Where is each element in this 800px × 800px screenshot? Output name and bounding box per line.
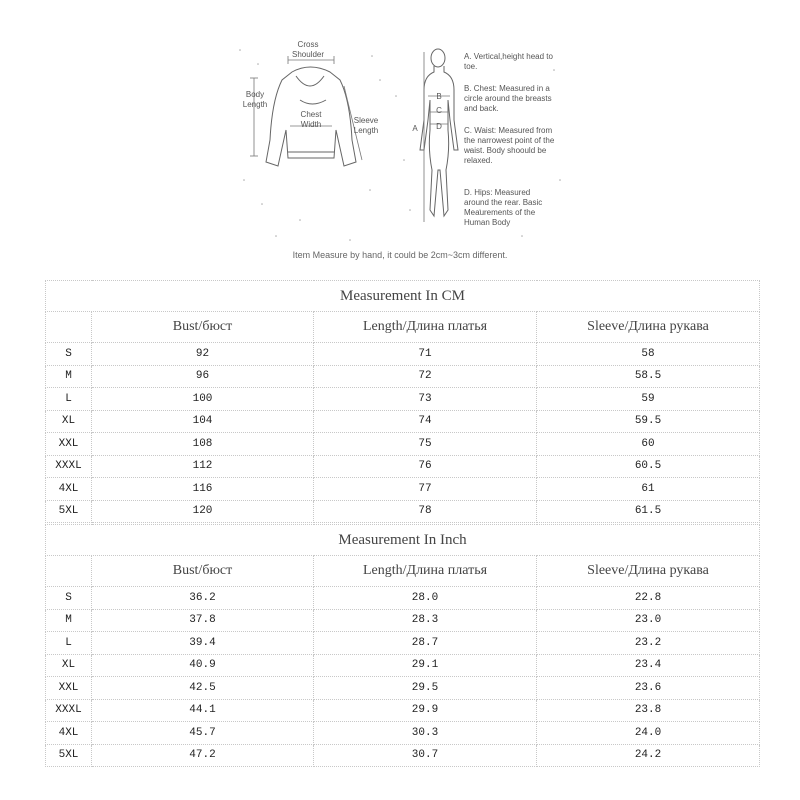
column-header: Sleeve/Длина рукава bbox=[537, 556, 760, 587]
sleeve-length-label: Sleeve Length bbox=[353, 116, 379, 135]
measurement-diagram bbox=[0, 0, 800, 270]
value-cell: 30.3 bbox=[314, 722, 537, 745]
table-title: Measurement In CM bbox=[46, 281, 760, 312]
value-cell: 40.9 bbox=[92, 654, 314, 677]
body-length-label: Body Length bbox=[242, 90, 268, 109]
table-row bbox=[46, 410, 760, 433]
value-cell: 28.0 bbox=[314, 587, 537, 610]
size-cell: 4XL bbox=[46, 722, 92, 745]
value-cell: 23.8 bbox=[537, 699, 760, 722]
value-cell: 44.1 bbox=[92, 699, 314, 722]
inch-size-table bbox=[45, 524, 760, 767]
value-cell: 108 bbox=[92, 433, 314, 456]
value-cell: 60 bbox=[537, 433, 760, 456]
size-cell: 5XL bbox=[46, 500, 92, 523]
size-cell: XL bbox=[46, 654, 92, 677]
column-header: Length/Длина платья bbox=[314, 556, 537, 587]
size-cell: L bbox=[46, 632, 92, 655]
size-cell: 5XL bbox=[46, 744, 92, 767]
value-cell: 24.0 bbox=[537, 722, 760, 745]
table-row bbox=[46, 365, 760, 388]
table-row bbox=[46, 744, 760, 767]
value-cell: 120 bbox=[92, 500, 314, 523]
body-letter-d: D bbox=[436, 122, 442, 131]
value-cell: 24.2 bbox=[537, 744, 760, 767]
table-row bbox=[46, 677, 760, 700]
value-cell: 47.2 bbox=[92, 744, 314, 767]
table-header-row bbox=[46, 556, 760, 587]
size-cell: S bbox=[46, 343, 92, 366]
value-cell: 96 bbox=[92, 365, 314, 388]
column-header: Sleeve/Длина рукава bbox=[537, 312, 760, 343]
size-cell: XXL bbox=[46, 677, 92, 700]
table-row bbox=[46, 654, 760, 677]
value-cell: 22.8 bbox=[537, 587, 760, 610]
note-c: C. Waist: Measured from the narrowest point of the waist. Body shoould be relaxed. bbox=[464, 126, 555, 165]
body-letter-c: C bbox=[436, 106, 442, 115]
note-b: B. Chest: Measured in a circle around the breasts and back. bbox=[464, 84, 552, 113]
body-measure-lines bbox=[424, 52, 450, 222]
value-cell: 60.5 bbox=[537, 455, 760, 478]
table-row bbox=[46, 500, 760, 523]
value-cell: 75 bbox=[314, 433, 537, 456]
value-cell: 29.5 bbox=[314, 677, 537, 700]
value-cell: 77 bbox=[314, 478, 537, 501]
table-row bbox=[46, 343, 760, 366]
chest-width-label: Chest Width bbox=[300, 110, 322, 129]
table-title: Measurement In Inch bbox=[46, 525, 760, 556]
value-cell: 58 bbox=[537, 343, 760, 366]
size-cell: XL bbox=[46, 410, 92, 433]
value-cell: 116 bbox=[92, 478, 314, 501]
value-cell: 28.7 bbox=[314, 632, 537, 655]
body-figure bbox=[420, 49, 458, 216]
size-cell: S bbox=[46, 587, 92, 610]
table-row bbox=[46, 388, 760, 411]
column-header bbox=[46, 556, 92, 587]
table-row bbox=[46, 478, 760, 501]
value-cell: 37.8 bbox=[92, 609, 314, 632]
size-cell: M bbox=[46, 609, 92, 632]
column-header: Length/Длина платья bbox=[314, 312, 537, 343]
size-cell: XXXL bbox=[46, 699, 92, 722]
measure-caption: Item Measure by hand, it could be 2cm~3cm different. bbox=[292, 250, 508, 260]
value-cell: 74 bbox=[314, 410, 537, 433]
value-cell: 23.4 bbox=[537, 654, 760, 677]
value-cell: 71 bbox=[314, 343, 537, 366]
table-row bbox=[46, 609, 760, 632]
value-cell: 23.0 bbox=[537, 609, 760, 632]
column-header: Bust/бюст bbox=[92, 556, 314, 587]
cross-shoulder-label: Cross Shoulder bbox=[291, 40, 325, 59]
table-row bbox=[46, 455, 760, 478]
value-cell: 76 bbox=[314, 455, 537, 478]
cm-size-table bbox=[45, 280, 760, 523]
value-cell: 61.5 bbox=[537, 500, 760, 523]
value-cell: 73 bbox=[314, 388, 537, 411]
value-cell: 92 bbox=[92, 343, 314, 366]
table-row bbox=[46, 632, 760, 655]
value-cell: 78 bbox=[314, 500, 537, 523]
body-letter-a: A bbox=[412, 124, 418, 133]
note-d: D. Hips: Measured around the rear. Basic Meaurements of the Human Body bbox=[464, 188, 543, 227]
value-cell: 39.4 bbox=[92, 632, 314, 655]
value-cell: 104 bbox=[92, 410, 314, 433]
value-cell: 59 bbox=[537, 388, 760, 411]
size-cell: L bbox=[46, 388, 92, 411]
value-cell: 23.6 bbox=[537, 677, 760, 700]
table-row bbox=[46, 587, 760, 610]
table-row bbox=[46, 699, 760, 722]
value-cell: 42.5 bbox=[92, 677, 314, 700]
value-cell: 29.1 bbox=[314, 654, 537, 677]
value-cell: 59.5 bbox=[537, 410, 760, 433]
size-cell: M bbox=[46, 365, 92, 388]
value-cell: 61 bbox=[537, 478, 760, 501]
value-cell: 100 bbox=[92, 388, 314, 411]
table-row bbox=[46, 433, 760, 456]
value-cell: 112 bbox=[92, 455, 314, 478]
size-cell: XXL bbox=[46, 433, 92, 456]
value-cell: 45.7 bbox=[92, 722, 314, 745]
table-header-row bbox=[46, 312, 760, 343]
column-header bbox=[46, 312, 92, 343]
column-header: Bust/бюст bbox=[92, 312, 314, 343]
body-letter-b: B bbox=[436, 92, 442, 101]
size-cell: 4XL bbox=[46, 478, 92, 501]
value-cell: 30.7 bbox=[314, 744, 537, 767]
value-cell: 29.9 bbox=[314, 699, 537, 722]
value-cell: 58.5 bbox=[537, 365, 760, 388]
value-cell: 23.2 bbox=[537, 632, 760, 655]
note-a: A. Vertical,height head to toe. bbox=[464, 52, 553, 71]
value-cell: 28.3 bbox=[314, 609, 537, 632]
diagram-drawing bbox=[0, 0, 800, 260]
table-row bbox=[46, 722, 760, 745]
size-cell: XXXL bbox=[46, 455, 92, 478]
value-cell: 36.2 bbox=[92, 587, 314, 610]
value-cell: 72 bbox=[314, 365, 537, 388]
